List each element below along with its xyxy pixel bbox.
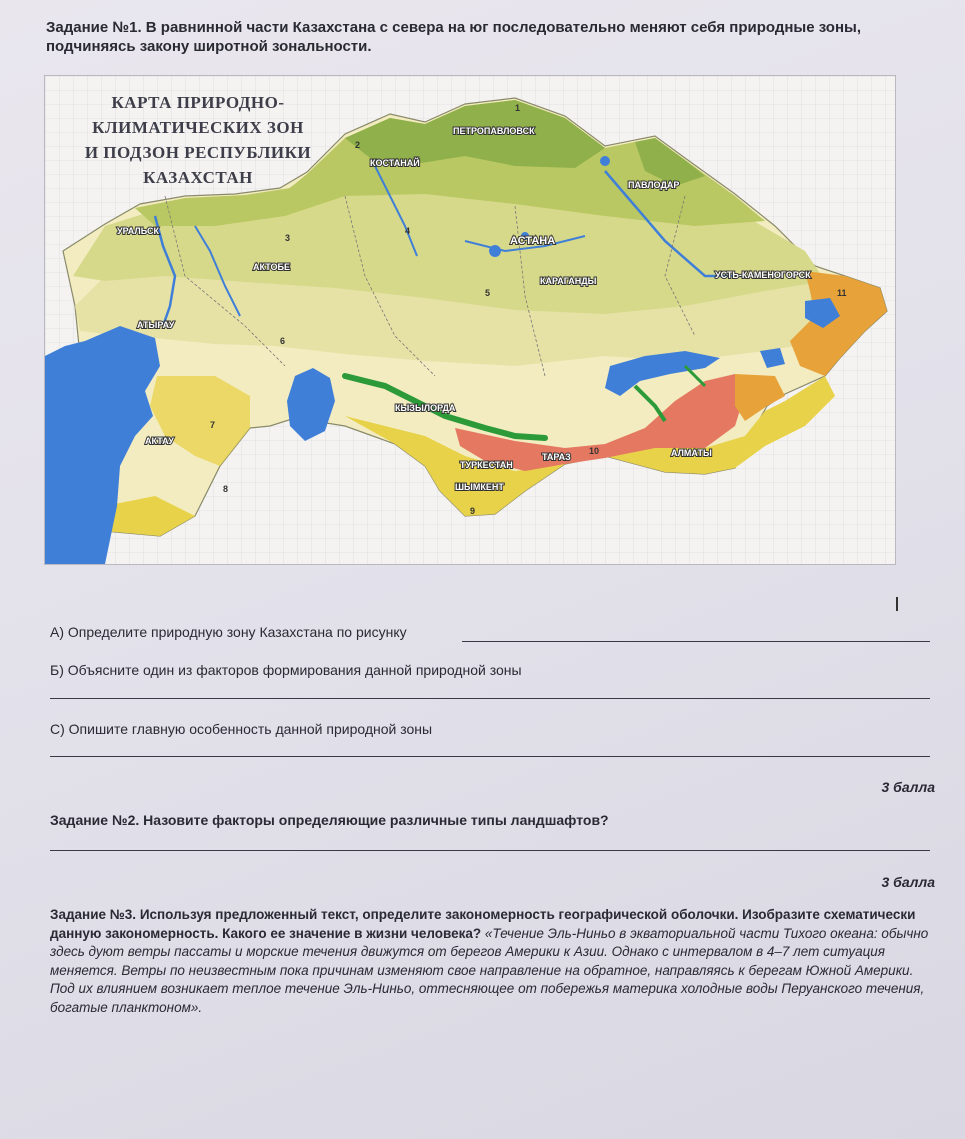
zone-number: 6: [280, 336, 286, 346]
map-title-line: КЛИМАТИЧЕСКИХ ЗОН: [92, 118, 304, 137]
city-label: КАРАГАНДЫ: [540, 276, 597, 286]
answer-line-c[interactable]: [50, 756, 930, 757]
zone-number: 8: [223, 484, 229, 494]
score-task2: 3 балла: [881, 874, 935, 890]
city-label: АТЫРАУ: [137, 320, 175, 330]
zone-number: 9: [470, 506, 476, 516]
zone-number: 10: [589, 446, 600, 456]
question-a: А) Определите природную зону Казахстана по рисунку: [50, 624, 407, 640]
task1-title-line2: подчиняясь закону широтной зональности.: [46, 38, 372, 55]
task3-quote: «Течение Эль-Ниньо в экваториальной части Тихого океана: обычно здесь дуют ветры пассаты и морские течения движутся от берегов Америки к Азии. Однако с интервалом в 4–7 лет ситуация меняется. Ветры по неизвестным пока причинам изменяют свое направление на обратное, направляясь к берегам Южной Америки. Под их влиянием возникает теплое течение Эль-Ниньо, оттесняющее от побережья материка холодные воды Перуанского течения, богатые планктоном».: [50, 925, 929, 1015]
city-label: АКТОБЕ: [253, 262, 290, 272]
text-cursor: [896, 597, 898, 611]
city-label: ПЕТРОПАВЛОВСК: [453, 126, 535, 136]
city-label: КЫЗЫЛОРДА: [395, 403, 456, 413]
city-label: ПАВЛОДАР: [628, 180, 680, 190]
city-label: ТАРАЗ: [542, 452, 571, 462]
city-label: УСТЬ-КАМЕНОГОРСК: [715, 270, 811, 280]
task3-title: Задание №3. Используя предложенный текст, определите закономерность географической оболочки. Изобразите схематически данную закономерность. Какого ее значение в жизни человека?: [50, 907, 916, 941]
zone-number: 5: [485, 288, 491, 298]
city-label: УРАЛЬСК: [117, 226, 159, 236]
map-title-line: КАЗАХСТАН: [143, 168, 253, 187]
task2-title: Задание №2. Назовите факторы определяющие различные типы ландшафтов?: [50, 812, 609, 828]
map-title-line: КАРТА ПРИРОДНО-: [111, 93, 285, 112]
city-label: ТУРКЕСТАН: [460, 460, 513, 470]
kazakhstan-climate-map: [44, 75, 896, 565]
question-b: Б) Объясните один из факторов формирования данной природной зоны: [50, 662, 522, 678]
task1-title-line1: Задание №1. В равнинной части Казахстана с севера на юг последовательно меняют себя природные зоны,: [46, 19, 862, 36]
city-label: АСТАНА: [510, 235, 556, 247]
zone-number: 7: [210, 420, 216, 430]
question-c: С) Опишите главную особенность данной природной зоны: [50, 721, 433, 737]
zone-number: 3: [285, 233, 291, 243]
zone-number: 4: [405, 226, 411, 236]
city-label: КОСТАНАЙ: [370, 158, 420, 168]
zone-number: 1: [515, 103, 521, 113]
map-title: [63, 90, 333, 190]
score-task1: 3 балла: [881, 779, 935, 795]
task1-title: [46, 18, 946, 56]
city-label: АКТАУ: [145, 436, 174, 446]
zone-number: 2: [355, 140, 361, 150]
answer-line-task2[interactable]: [50, 850, 930, 851]
answer-line-a[interactable]: [462, 641, 930, 642]
answer-line-b[interactable]: [50, 698, 930, 699]
zone-number: 11: [837, 288, 847, 298]
map-title-line: И ПОДЗОН РЕСПУБЛИКИ: [84, 143, 312, 162]
city-label: АЛМАТЫ: [671, 448, 712, 458]
city-label: ШЫМКЕНТ: [455, 482, 504, 492]
task3-text: [50, 906, 930, 1017]
